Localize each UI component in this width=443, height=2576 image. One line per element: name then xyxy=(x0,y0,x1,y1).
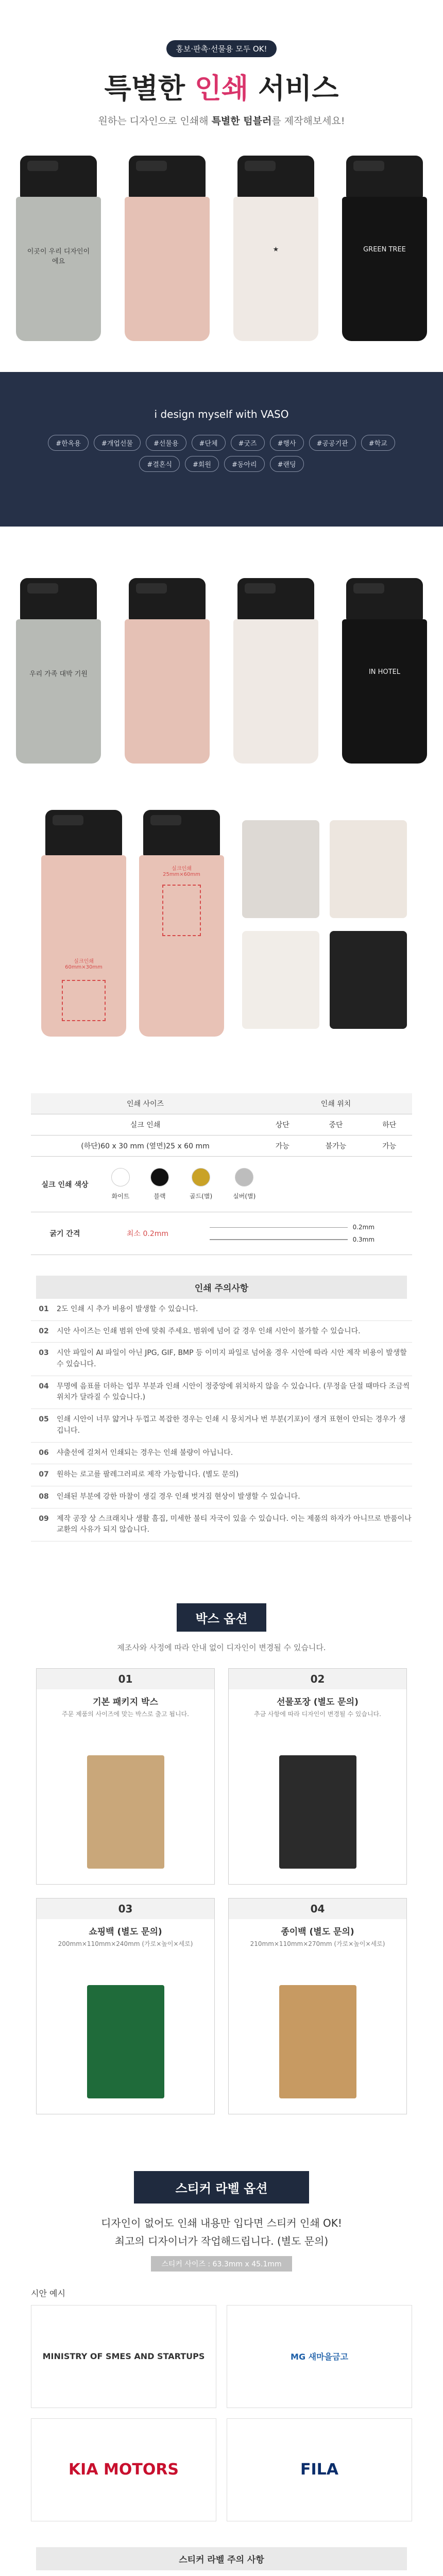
tumbler xyxy=(11,578,106,764)
color-swatches xyxy=(111,1168,255,1200)
tumbler-lid xyxy=(129,156,206,198)
tumbler xyxy=(228,156,323,341)
spec-table xyxy=(31,1093,412,1255)
tumbler xyxy=(120,578,215,764)
tag-list xyxy=(46,435,397,472)
usage-banner xyxy=(0,372,443,527)
note-item xyxy=(31,2570,412,2576)
tumbler xyxy=(337,578,432,764)
avail-bottom: 가능 xyxy=(366,1136,412,1157)
box-grid xyxy=(36,1668,407,2114)
box-image xyxy=(279,1755,356,1869)
tumbler-print: 이곳이 우리 디자인이에요 xyxy=(27,248,90,265)
sticker-size: 스티커 사이즈 : 63.3mm x 45.1mm xyxy=(151,2256,292,2272)
box-number: 02 xyxy=(229,1669,406,1689)
note-number: 06 xyxy=(39,1448,49,1457)
pos-bottom: 하단 xyxy=(366,1114,412,1136)
side-print-area xyxy=(162,885,201,936)
usage-tag: #한옥용 xyxy=(48,435,89,451)
tumbler-lid xyxy=(20,156,97,198)
banner-title: i design myself with VASO xyxy=(154,408,289,420)
note-text: 인쇄 시안이 너무 얇거나 두껍고 복잡한 경우는 인쇄 시 뭉치거나 번 부분(기포)이 생겨 표현이 안되는 경우가 생깁니다. xyxy=(57,1415,406,1435)
note-item xyxy=(31,1376,412,1409)
box-name: 쇼핑백 (별도 문의) xyxy=(89,1926,162,1937)
note-item xyxy=(31,1321,412,1343)
sticker-section xyxy=(0,2171,443,2521)
tumbler-body xyxy=(342,619,427,764)
usage-tag: #회원 xyxy=(185,456,219,472)
sticker-card-text: MINISTRY OF SMES AND STARTUPS xyxy=(42,2351,205,2362)
spec-size: (하단)60 x 30 mm (옆면)25 x 60 mm xyxy=(31,1136,260,1157)
page-subtitle: 원하는 디자인으로 인쇄해 특별한 텀블러를 제작해보세요! xyxy=(98,115,345,127)
tumbler-lid xyxy=(346,578,423,620)
color-circle xyxy=(150,1168,169,1187)
tumbler-print: ★ xyxy=(272,246,279,253)
bottom-print-label: 실크인쇄 60mm×30mm xyxy=(65,959,103,970)
size-demo-cup xyxy=(36,810,131,1037)
usage-tag: #선물용 xyxy=(146,435,186,451)
tumbler-body xyxy=(233,619,318,764)
color-circle xyxy=(192,1168,210,1187)
tumbler-print: IN HOTEL xyxy=(368,668,401,676)
note-number: 03 xyxy=(39,1349,49,1358)
sticker-card-text: KIA MOTORS xyxy=(68,2461,179,2479)
usage-tag: #단체 xyxy=(192,435,226,451)
box-option xyxy=(228,1898,407,2114)
tumbler-lid xyxy=(237,578,314,620)
usage-tag: #굿즈 xyxy=(231,435,265,451)
sticker-section-title: 스티커 라벨 옵션 xyxy=(134,2171,309,2204)
tumbler-lid xyxy=(129,578,206,620)
color-name: 실버(별) xyxy=(233,1193,256,1200)
note-text: 무명에 음표를 더하는 업무 부분과 인쇄 시안이 정중앙에 위치하지 않을 수 있습니다. (무정을 단절 때마다 조금씩 위치가 달라질 수 있습니다.) xyxy=(57,1382,410,1402)
tumbler-row-top xyxy=(0,156,443,341)
usage-tag: #공공기관 xyxy=(309,435,356,451)
color-name: 골드(별) xyxy=(190,1193,213,1200)
note-item xyxy=(31,1464,412,1486)
color-circle xyxy=(111,1168,130,1187)
page-title: 특별한 인쇄 서비스 xyxy=(104,72,339,105)
color-swatch xyxy=(190,1168,212,1200)
side-print-label: 실크인쇄 25mm×60mm xyxy=(163,866,200,877)
sticker-cards xyxy=(31,2305,412,2521)
box-name: 종이백 (별도 문의) xyxy=(281,1926,354,1937)
note-number: 01 xyxy=(39,1305,49,1313)
note-number: 08 xyxy=(39,1492,49,1501)
sticker-notes-title: 스티커 라벨 주의 사항 xyxy=(36,2547,407,2570)
note-item xyxy=(31,1299,412,1321)
box-option xyxy=(228,1668,407,1885)
tumbler-body xyxy=(16,619,101,764)
note-text: 샤출선에 걸쳐서 인쇄되는 경우는 인쇄 불량이 아닙니다. xyxy=(57,1448,233,1457)
spec-method: 실크 인쇄 xyxy=(31,1114,260,1136)
color-circle xyxy=(235,1168,253,1187)
color-swatch xyxy=(233,1168,255,1200)
tumbler-body xyxy=(125,619,210,764)
thickness-value-2: 0.3mm xyxy=(352,1236,375,1243)
bottom-print-area xyxy=(62,980,106,1021)
box-desc: 210mm×110mm×270mm (가로×높이×세로) xyxy=(250,1940,385,1947)
sticker-card xyxy=(31,2418,216,2521)
box-section-sub: 제조사와 사정에 따라 안내 없이 디자인이 변경될 수 있습니다. xyxy=(117,1642,326,1652)
sticker-line1: 디자인이 없어도 인쇄 내용만 입다면 스티커 인쇄 OK! xyxy=(101,2216,342,2229)
size-demo-cup-side xyxy=(134,810,229,1037)
box-image xyxy=(279,1985,356,2098)
thickness-value-1: 0.2mm xyxy=(352,1224,375,1231)
tumbler-body xyxy=(125,197,210,341)
notes-section xyxy=(0,1276,443,1541)
box-image xyxy=(87,1755,164,1869)
note-number: 04 xyxy=(39,1382,49,1391)
sticker-card xyxy=(31,2305,216,2408)
box-section xyxy=(0,1603,443,2114)
usage-tag: #동아리 xyxy=(224,456,265,472)
box-number: 03 xyxy=(37,1899,214,1919)
sticker-line2: 최고의 디자이너가 작업해드립니다. (별도 문의) xyxy=(114,2234,329,2247)
notes-list xyxy=(31,1299,412,1541)
sticker-card xyxy=(227,2418,412,2521)
note-number: 05 xyxy=(39,1415,49,1424)
color-name: 블랙 xyxy=(154,1193,166,1200)
spec-col-position: 인쇄 위치 xyxy=(260,1093,412,1114)
sample-grid xyxy=(242,820,412,1037)
box-number: 04 xyxy=(229,1899,406,1919)
note-text: 원하는 로고를 팔레그러피로 제작 가능합니다. (별도 문의) xyxy=(57,1470,239,1479)
header-section xyxy=(0,0,443,127)
note-text: 2도 인쇄 시 추가 비용이 발생할 수 있습니다. xyxy=(57,1305,198,1313)
usage-tag: #랜딩 xyxy=(270,456,304,472)
tumbler-print: GREEN TREE xyxy=(363,246,406,253)
note-item xyxy=(31,1409,412,1442)
tumbler-body xyxy=(233,197,318,341)
box-section-title: 박스 옵션 xyxy=(177,1603,266,1632)
sticker-card-text: FILA xyxy=(300,2461,338,2479)
colors-label: 실크 인쇄 색상 xyxy=(41,1180,89,1189)
tumbler-body xyxy=(16,197,101,341)
tumbler xyxy=(11,156,106,341)
box-number: 01 xyxy=(37,1669,214,1689)
header-badge: 홍보·판촉·선물용 모두 OK! xyxy=(166,40,276,57)
note-text: 인쇄된 부분에 강한 마찰이 생길 경우 인쇄 벗겨짐 현상이 발생할 수 있습니다. xyxy=(57,1492,300,1501)
sticker-card-text: MG 새마을금고 xyxy=(291,2352,348,2362)
box-image xyxy=(87,1985,164,2098)
note-item xyxy=(31,1486,412,1509)
tumbler-print: 우리 가족 대박 기원 xyxy=(29,670,88,678)
usage-tag: #결혼식 xyxy=(139,456,180,472)
tumbler-row-middle xyxy=(0,578,443,764)
tumbler-lid xyxy=(237,156,314,198)
color-swatch xyxy=(111,1168,130,1200)
thickness-label: 굵기 간격 xyxy=(49,1230,80,1238)
tumbler-lid xyxy=(20,578,97,620)
box-name: 선물포장 (별도 문의) xyxy=(277,1697,359,1707)
usage-tag: #학교 xyxy=(361,435,395,451)
note-text: 제작 공장 상 스크래치나 생활 흠집, 미세한 불티 자국이 있을 수 있습니다. 이는 제품의 하자가 아니므로 반품이나 교환의 사유가 되지 않습니다. xyxy=(57,1514,412,1534)
usage-tag: #행사 xyxy=(270,435,304,451)
box-desc: 주문 제품의 사이즈에 맞는 박스로 출고 됩니다. xyxy=(62,1710,189,1718)
box-name: 기본 패키지 박스 xyxy=(93,1697,158,1707)
avail-middle: 불가능 xyxy=(305,1136,366,1157)
tumbler xyxy=(228,578,323,764)
note-item xyxy=(31,1443,412,1465)
box-desc: 추금 사항에 따라 디자인이 변경될 수 있습니다. xyxy=(254,1710,381,1718)
spec-col-size: 인쇄 사이즈 xyxy=(31,1093,260,1114)
note-number: 09 xyxy=(39,1514,49,1523)
avail-top: 가능 xyxy=(260,1136,305,1157)
note-item xyxy=(31,1343,412,1376)
color-name: 화이트 xyxy=(111,1193,130,1200)
tumbler xyxy=(337,156,432,341)
box-desc: 200mm×110mm×240mm (가로×높이×세로) xyxy=(58,1940,193,1947)
box-option xyxy=(36,1898,215,2114)
box-option xyxy=(36,1668,215,1885)
tumbler-lid xyxy=(346,156,423,198)
thickness-min: 최소 0.2mm xyxy=(127,1230,169,1238)
note-item xyxy=(31,1509,412,1541)
note-text: 시안 파일이 AI 파일이 아닌 JPG, GIF, BMP 등 이미지 파일로 넘어올 경우 시안에 따라 시안 제작 비용이 발생할 수 있습니다. xyxy=(57,1349,407,1369)
sticker-card xyxy=(227,2305,412,2408)
sticker-notes-list xyxy=(31,2570,412,2576)
color-swatch xyxy=(150,1168,169,1200)
sticker-notes-section xyxy=(0,2547,443,2576)
notes-title: 인쇄 주의사항 xyxy=(36,1276,407,1299)
tumbler-body xyxy=(342,197,427,341)
tumbler xyxy=(120,156,215,341)
note-number: 07 xyxy=(39,1470,49,1479)
size-demo-section xyxy=(0,810,443,1047)
pos-top: 상단 xyxy=(260,1114,305,1136)
usage-tag: #개업선물 xyxy=(94,435,141,451)
note-number: 02 xyxy=(39,1327,49,1335)
note-text: 시안 사이즈는 인쇄 범위 안에 맞춰 주세요. 범위에 넘어 갈 경우 인쇄 시안이 불가할 수 있습니다. xyxy=(57,1327,361,1335)
sticker-example-label: 시안 예시 xyxy=(31,2288,65,2298)
spec-section xyxy=(0,1093,443,1255)
pos-middle: 중단 xyxy=(305,1114,366,1136)
